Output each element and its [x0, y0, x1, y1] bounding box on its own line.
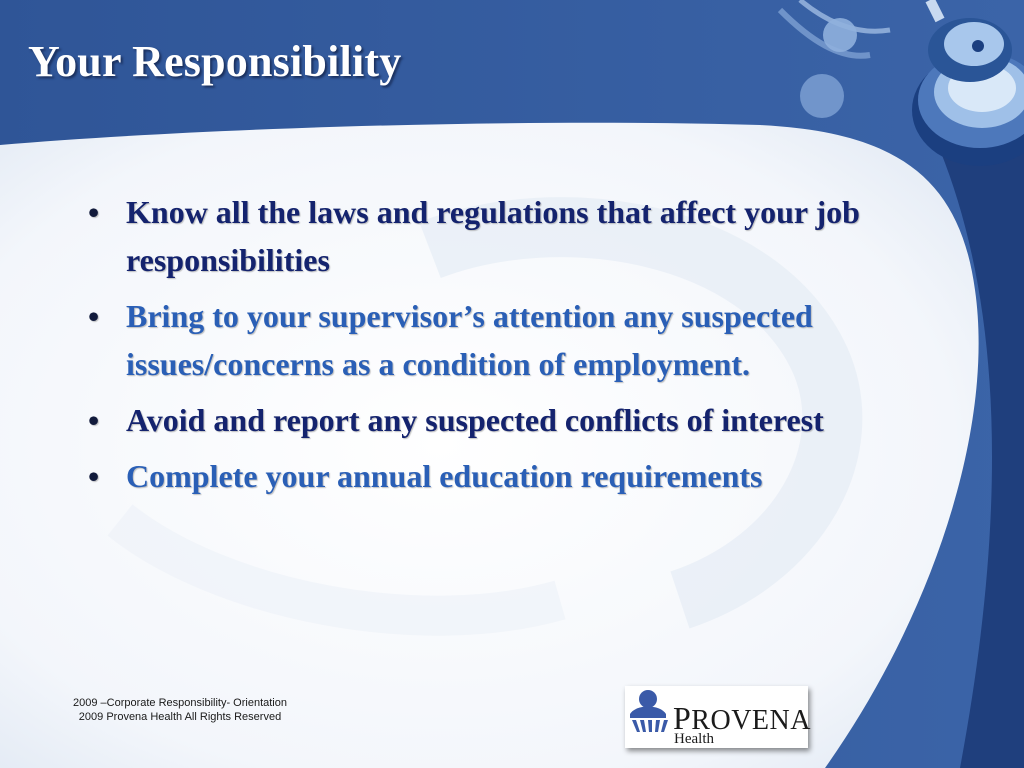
footer-line-copyright: 2009 Provena Health All Rights Reserved [78, 711, 282, 723]
bullet-list [88, 188, 923, 508]
bullet-item-conflicts-of-interest [88, 396, 923, 444]
bullet-glyph: • [88, 402, 100, 438]
footer-line-orientation: 2009 –Corporate Responsibility- Orientation [72, 697, 287, 709]
provena-logo-mark-icon [628, 688, 668, 732]
bullet-item-know-laws [88, 188, 923, 284]
bullet-text: Avoid and report any suspected conflicts of interest [126, 402, 824, 438]
stethoscope-icon [770, 0, 1024, 200]
bullet-text: Know all the laws and regulations that affect your job responsibilities [126, 194, 860, 278]
bullet-text: Complete your annual education requirements [126, 458, 763, 494]
bullet-glyph: • [88, 458, 100, 494]
bullet-glyph: • [88, 194, 100, 230]
bullet-item-annual-education [88, 452, 923, 500]
slide-footer [60, 696, 300, 724]
bullet-text: Bring to your supervisor’s attention any suspected issues/concerns as a condition of employment. [126, 298, 813, 382]
provena-health-logo [625, 686, 811, 748]
logo-subtitle: Health [674, 731, 714, 747]
bullet-glyph: • [88, 298, 100, 334]
slide-title: Your Responsibility [28, 37, 402, 86]
logo-wordmark: PROVENA [673, 700, 811, 736]
bullet-item-report-issues [88, 292, 923, 388]
